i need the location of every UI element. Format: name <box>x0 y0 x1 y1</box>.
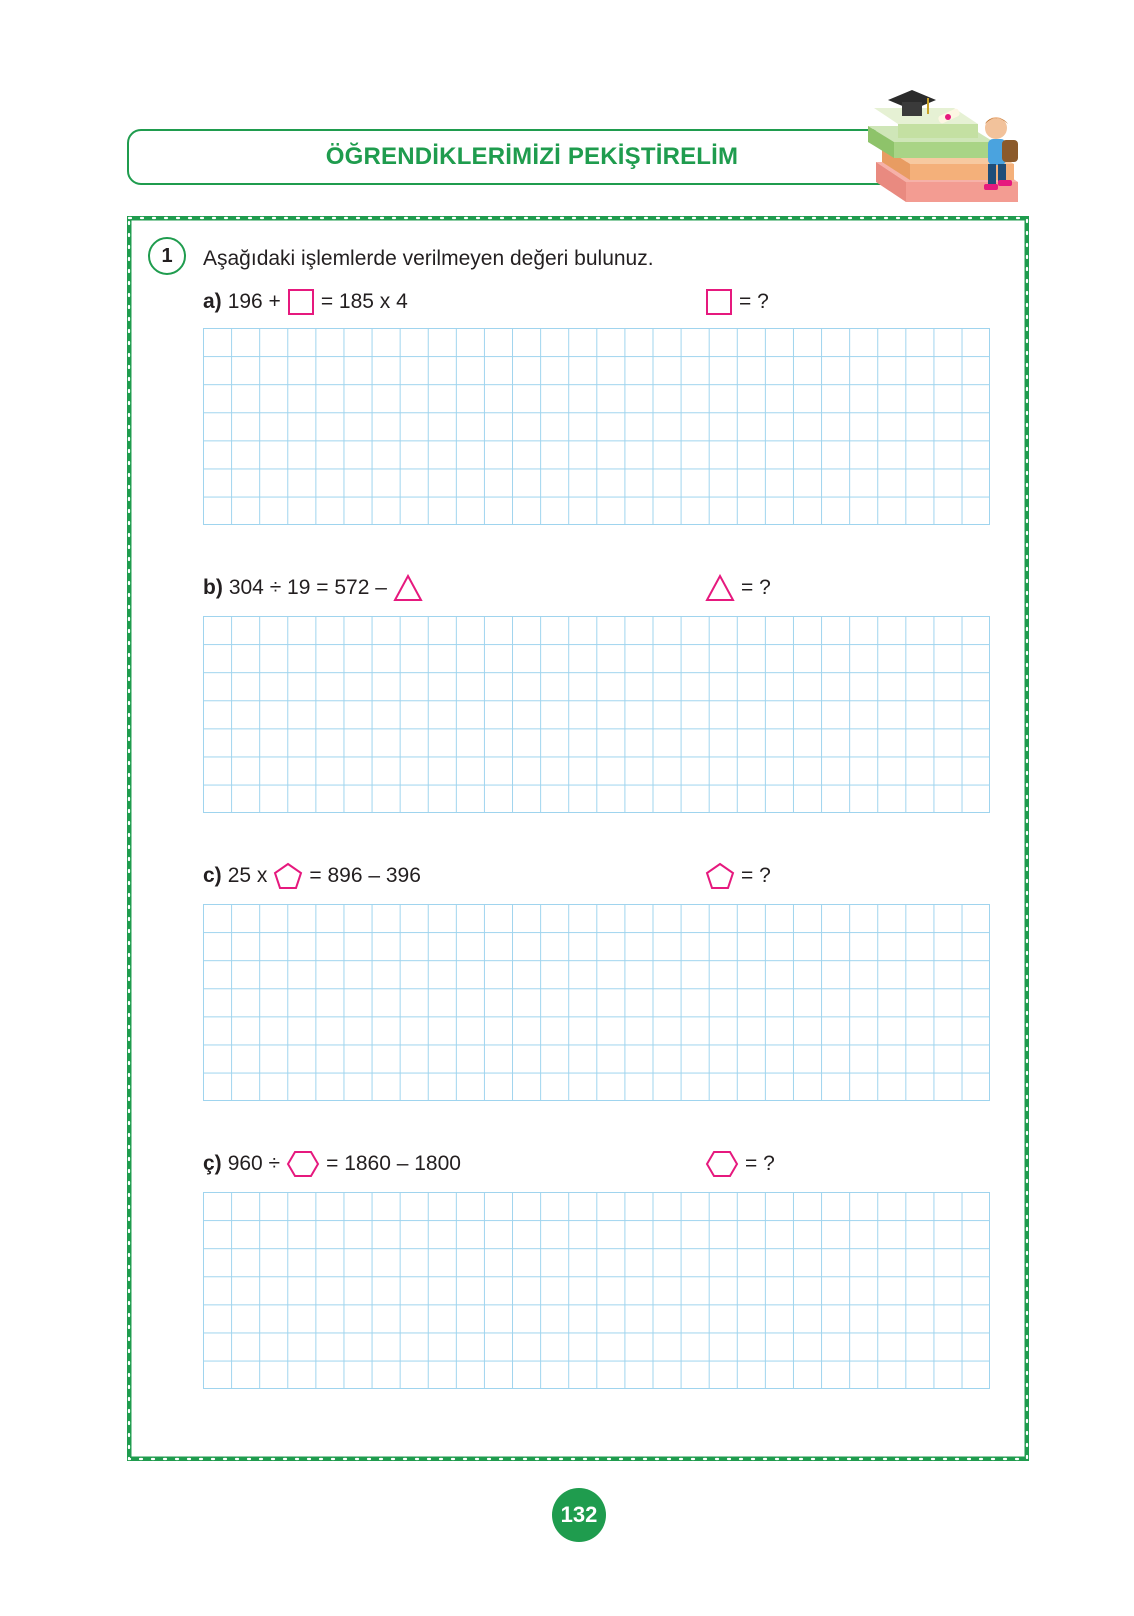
problem-a <box>203 288 408 316</box>
pentagon-icon <box>273 862 303 890</box>
problem-expression-right: = 185 x 4 <box>320 290 408 313</box>
page-number: 132 <box>552 1488 606 1542</box>
problem-label: ç) <box>203 1152 222 1175</box>
problem-expression-left: 196 + <box>227 290 281 313</box>
answer-b <box>705 574 771 602</box>
problem-expression-left: 25 x <box>227 864 268 887</box>
problem-expression-left: 304 ÷ 19 = 572 – <box>228 576 387 599</box>
square-icon <box>287 288 315 316</box>
problem-label: c) <box>203 864 222 887</box>
work-grid-b[interactable] <box>203 616 990 813</box>
work-grid-c[interactable] <box>203 904 990 1101</box>
answer-text: = ? <box>739 290 769 313</box>
problem-c-cedilla <box>203 1150 461 1178</box>
section-title: ÖĞRENDİKLERİMİZİ PEKİŞTİRELİM <box>325 143 739 170</box>
triangle-icon <box>393 574 423 602</box>
answer-text: = ? <box>741 576 771 599</box>
answer-a <box>705 288 769 316</box>
pentagon-icon <box>705 862 735 890</box>
work-grid-c-cedilla[interactable] <box>203 1192 990 1389</box>
question-instruction: Aşağıdaki işlemlerde verilmeyen değeri bulunuz. <box>203 247 654 270</box>
problem-expression-right: = 896 – 396 <box>309 864 421 887</box>
work-grid-a[interactable] <box>203 328 990 525</box>
problem-c <box>203 862 421 890</box>
answer-text: = ? <box>741 864 771 887</box>
question-number: 1 <box>148 237 186 275</box>
section-title-box <box>127 129 937 185</box>
answer-text: = ? <box>745 1152 775 1175</box>
triangle-icon <box>705 574 735 602</box>
problem-expression-left: 960 ÷ <box>227 1152 281 1175</box>
problem-b <box>203 574 423 602</box>
hexagon-icon <box>286 1150 320 1178</box>
answer-c-cedilla <box>705 1150 775 1178</box>
problem-label: b) <box>203 576 223 599</box>
answer-c <box>705 862 771 890</box>
hexagon-icon <box>705 1150 739 1178</box>
square-icon <box>705 288 733 316</box>
problem-expression-right: = 1860 – 1800 <box>326 1152 461 1175</box>
problem-label: a) <box>203 290 222 313</box>
